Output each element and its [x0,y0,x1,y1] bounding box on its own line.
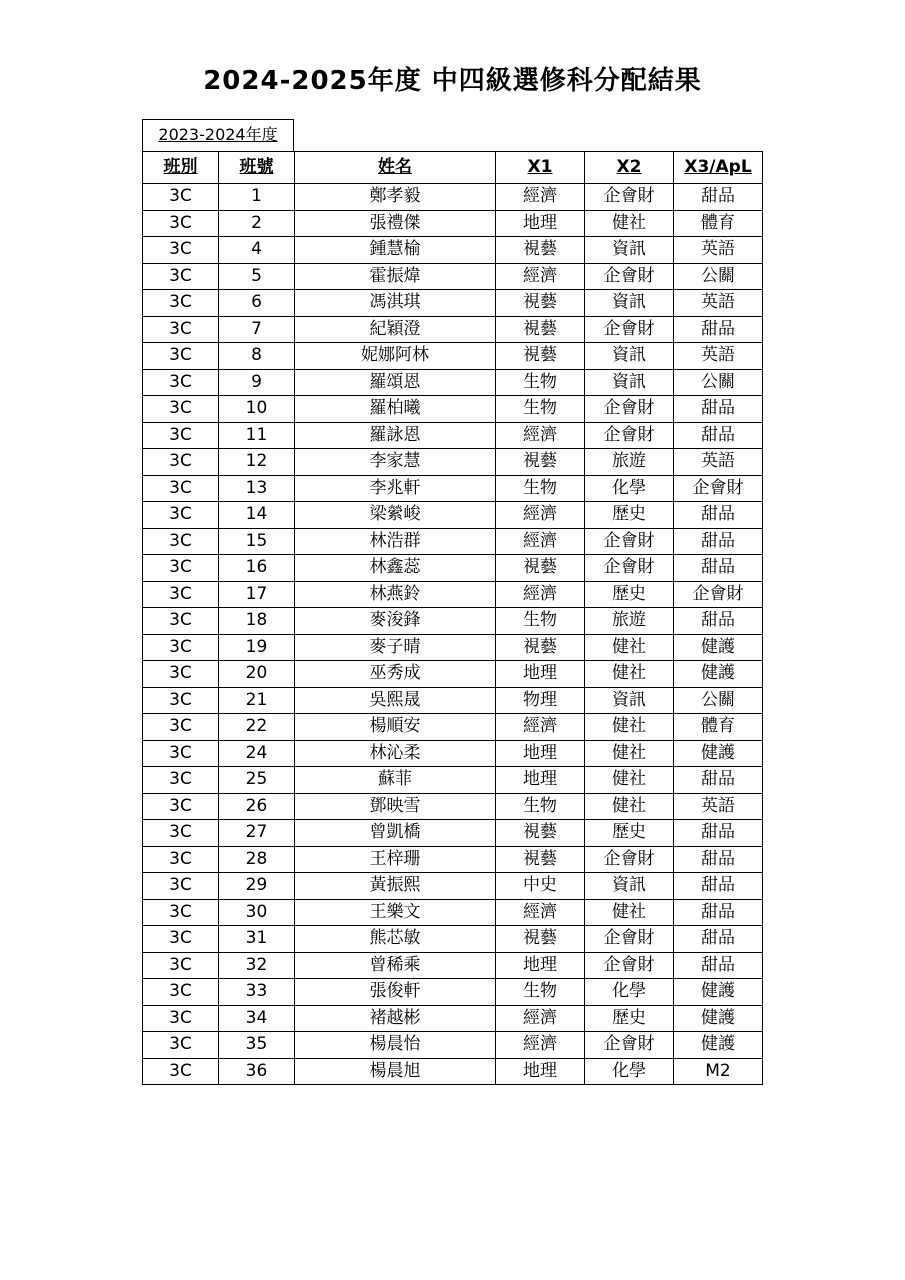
cell-class: 3C [143,263,219,290]
table-row [143,237,763,264]
cell-x3: 甜品 [674,608,763,635]
table-row [143,767,763,794]
cell-x2: 企會財 [585,952,674,979]
table-row [143,926,763,953]
cell-name: 張俊軒 [295,979,496,1006]
cell-x2: 資訊 [585,873,674,900]
cell-class-number: 16 [219,555,295,582]
cell-x3: 甜品 [674,555,763,582]
cell-x1: 生物 [496,979,585,1006]
cell-x3: 甜品 [674,767,763,794]
cell-x3: 健護 [674,1005,763,1032]
cell-x2: 健社 [585,210,674,237]
cell-x2: 歷史 [585,1005,674,1032]
cell-name: 麥子晴 [295,634,496,661]
cell-name: 李家慧 [295,449,496,476]
cell-class-number: 28 [219,846,295,873]
cell-name: 梁縈峻 [295,502,496,529]
table-row [143,793,763,820]
cell-class: 3C [143,184,219,211]
cell-x1: 生物 [496,369,585,396]
cell-x2: 健社 [585,793,674,820]
cell-x1: 經濟 [496,714,585,741]
cell-x2: 化學 [585,475,674,502]
cell-x1: 視藝 [496,343,585,370]
cell-name: 林沁柔 [295,740,496,767]
cell-name: 麥浚鋒 [295,608,496,635]
cell-x2: 旅遊 [585,608,674,635]
cell-class-number: 5 [219,263,295,290]
header-name: 姓名 [295,152,496,184]
table-row [143,396,763,423]
cell-x2: 資訊 [585,369,674,396]
cell-x1: 經濟 [496,422,585,449]
table-row [143,979,763,1006]
table-row [143,555,763,582]
cell-class: 3C [143,422,219,449]
cell-x1: 地理 [496,952,585,979]
cell-x3: 英語 [674,290,763,317]
header-x3: X3/ApL [674,152,763,184]
table-row [143,608,763,635]
cell-class-number: 33 [219,979,295,1006]
table-row [143,581,763,608]
table-row [143,634,763,661]
cell-name: 林浩群 [295,528,496,555]
cell-class: 3C [143,369,219,396]
cell-x3: 甜品 [674,873,763,900]
cell-x3: 企會財 [674,475,763,502]
table-row [143,661,763,688]
cell-class-number: 26 [219,793,295,820]
cell-class: 3C [143,634,219,661]
cell-x2: 健社 [585,714,674,741]
cell-class-number: 1 [219,184,295,211]
cell-name: 熊芯敏 [295,926,496,953]
cell-x1: 經濟 [496,1005,585,1032]
table-body [143,184,763,1085]
page-title: 2024-2025年度 中四級選修科分配結果 [203,66,702,96]
cell-name: 馮淇琪 [295,290,496,317]
cell-x2: 企會財 [585,422,674,449]
cell-class: 3C [143,237,219,264]
cell-name: 楊晨怡 [295,1032,496,1059]
cell-class: 3C [143,396,219,423]
cell-x2: 企會財 [585,263,674,290]
header-class-number: 班號 [219,152,295,184]
cell-x3: 甜品 [674,820,763,847]
cell-x3: 健護 [674,1032,763,1059]
cell-x1: 經濟 [496,502,585,529]
cell-class-number: 32 [219,952,295,979]
cell-class-number: 36 [219,1058,295,1085]
cell-class: 3C [143,820,219,847]
cell-class: 3C [143,316,219,343]
table-row [143,290,763,317]
cell-class-number: 15 [219,528,295,555]
cell-x2: 歷史 [585,820,674,847]
cell-class: 3C [143,475,219,502]
cell-x1: 物理 [496,687,585,714]
cell-class-number: 10 [219,396,295,423]
cell-x3: 英語 [674,237,763,264]
cell-x1: 視藝 [496,634,585,661]
cell-class: 3C [143,926,219,953]
school-year-label: 2023-2024年度 [142,119,294,151]
cell-class: 3C [143,899,219,926]
cell-name: 張禮傑 [295,210,496,237]
cell-class: 3C [143,1032,219,1059]
header-x1: X1 [496,152,585,184]
table-row [143,1005,763,1032]
table-row [143,210,763,237]
cell-class: 3C [143,608,219,635]
cell-class-number: 21 [219,687,295,714]
cell-x1: 經濟 [496,184,585,211]
cell-x1: 經濟 [496,528,585,555]
cell-class: 3C [143,1005,219,1032]
cell-x3: 甜品 [674,422,763,449]
cell-x1: 視藝 [496,555,585,582]
cell-class: 3C [143,714,219,741]
table-row [143,502,763,529]
cell-name: 羅頌恩 [295,369,496,396]
cell-class-number: 2 [219,210,295,237]
cell-class-number: 24 [219,740,295,767]
cell-class: 3C [143,343,219,370]
cell-x3: 甜品 [674,184,763,211]
table-row [143,422,763,449]
cell-x2: 資訊 [585,290,674,317]
cell-class-number: 20 [219,661,295,688]
cell-name: 霍振煒 [295,263,496,290]
cell-x2: 企會財 [585,184,674,211]
cell-x2: 化學 [585,979,674,1006]
cell-x2: 企會財 [585,316,674,343]
cell-x2: 健社 [585,899,674,926]
cell-class: 3C [143,210,219,237]
cell-name: 黃振熙 [295,873,496,900]
cell-class: 3C [143,873,219,900]
cell-x1: 生物 [496,475,585,502]
cell-name: 吳熙晟 [295,687,496,714]
cell-x2: 健社 [585,661,674,688]
header-x2: X2 [585,152,674,184]
table-row [143,820,763,847]
table-row [143,1032,763,1059]
cell-class: 3C [143,661,219,688]
table-row [143,952,763,979]
cell-x2: 資訊 [585,237,674,264]
cell-x3: 甜品 [674,528,763,555]
cell-x1: 地理 [496,740,585,767]
cell-class-number: 31 [219,926,295,953]
cell-name: 羅柏曦 [295,396,496,423]
cell-class: 3C [143,687,219,714]
cell-x1: 地理 [496,1058,585,1085]
elective-allocation-table [142,151,763,1085]
cell-class-number: 13 [219,475,295,502]
cell-x1: 視藝 [496,926,585,953]
cell-class-number: 11 [219,422,295,449]
cell-x2: 資訊 [585,687,674,714]
table-row [143,184,763,211]
cell-x1: 視藝 [496,316,585,343]
cell-x3: 體育 [674,714,763,741]
cell-name: 曾凱橋 [295,820,496,847]
cell-x1: 經濟 [496,581,585,608]
cell-x2: 企會財 [585,926,674,953]
cell-x3: 甜品 [674,846,763,873]
cell-name: 楊晨旭 [295,1058,496,1085]
table-row [143,687,763,714]
cell-class: 3C [143,740,219,767]
cell-x1: 中史 [496,873,585,900]
cell-x1: 視藝 [496,449,585,476]
cell-x1: 生物 [496,396,585,423]
cell-name: 曾稀乘 [295,952,496,979]
cell-class-number: 19 [219,634,295,661]
cell-x3: 英語 [674,343,763,370]
cell-name: 王梓珊 [295,846,496,873]
table-row [143,899,763,926]
cell-x3: 公關 [674,687,763,714]
cell-class: 3C [143,502,219,529]
cell-class: 3C [143,1058,219,1085]
cell-x3: 甜品 [674,502,763,529]
cell-name: 巫秀成 [295,661,496,688]
cell-x1: 經濟 [496,1032,585,1059]
cell-class-number: 35 [219,1032,295,1059]
cell-x3: 甜品 [674,952,763,979]
table-row [143,528,763,555]
cell-x3: 企會財 [674,581,763,608]
cell-x2: 企會財 [585,528,674,555]
table-row [143,1058,763,1085]
cell-name: 蘇菲 [295,767,496,794]
cell-class-number: 22 [219,714,295,741]
cell-x1: 生物 [496,793,585,820]
cell-x3: M2 [674,1058,763,1085]
cell-x3: 甜品 [674,396,763,423]
table-row [143,369,763,396]
cell-name: 紀穎澄 [295,316,496,343]
cell-x1: 地理 [496,767,585,794]
cell-class: 3C [143,979,219,1006]
cell-name: 褚越彬 [295,1005,496,1032]
cell-x3: 健護 [674,661,763,688]
cell-class: 3C [143,846,219,873]
cell-x2: 化學 [585,1058,674,1085]
cell-class: 3C [143,555,219,582]
cell-name: 李兆軒 [295,475,496,502]
table-row [143,449,763,476]
table-header-row [143,152,763,184]
cell-name: 林鑫蕊 [295,555,496,582]
cell-class-number: 4 [219,237,295,264]
cell-name: 妮娜阿林 [295,343,496,370]
cell-x3: 英語 [674,449,763,476]
cell-name: 楊順安 [295,714,496,741]
table-row [143,263,763,290]
cell-class-number: 12 [219,449,295,476]
cell-x3: 體育 [674,210,763,237]
cell-class-number: 18 [219,608,295,635]
cell-class-number: 6 [219,290,295,317]
cell-class-number: 14 [219,502,295,529]
table-row [143,714,763,741]
cell-x2: 企會財 [585,555,674,582]
cell-class: 3C [143,528,219,555]
table-row [143,475,763,502]
cell-x3: 英語 [674,793,763,820]
cell-x2: 健社 [585,634,674,661]
cell-class: 3C [143,952,219,979]
cell-x2: 健社 [585,767,674,794]
cell-class: 3C [143,767,219,794]
cell-x2: 歷史 [585,581,674,608]
cell-x2: 資訊 [585,343,674,370]
cell-class-number: 9 [219,369,295,396]
cell-x3: 甜品 [674,926,763,953]
table-row [143,846,763,873]
cell-class-number: 25 [219,767,295,794]
cell-x1: 生物 [496,608,585,635]
table-row [143,873,763,900]
cell-class-number: 34 [219,1005,295,1032]
cell-name: 鄭孝毅 [295,184,496,211]
cell-class-number: 8 [219,343,295,370]
cell-x1: 地理 [496,661,585,688]
cell-x3: 甜品 [674,316,763,343]
cell-x1: 地理 [496,210,585,237]
cell-name: 王樂文 [295,899,496,926]
cell-x3: 健護 [674,740,763,767]
cell-name: 林燕鈴 [295,581,496,608]
cell-x1: 視藝 [496,820,585,847]
cell-class: 3C [143,290,219,317]
cell-name: 鍾慧榆 [295,237,496,264]
cell-class-number: 29 [219,873,295,900]
cell-x1: 經濟 [496,899,585,926]
cell-x2: 企會財 [585,1032,674,1059]
cell-x2: 健社 [585,740,674,767]
cell-x1: 視藝 [496,846,585,873]
cell-class: 3C [143,581,219,608]
cell-x2: 旅遊 [585,449,674,476]
cell-class-number: 17 [219,581,295,608]
cell-x2: 企會財 [585,846,674,873]
cell-x3: 健護 [674,979,763,1006]
cell-x2: 歷史 [585,502,674,529]
header-class: 班別 [143,152,219,184]
cell-x2: 企會財 [585,396,674,423]
cell-x1: 經濟 [496,263,585,290]
cell-x1: 視藝 [496,290,585,317]
cell-x3: 甜品 [674,899,763,926]
cell-class-number: 30 [219,899,295,926]
cell-x3: 公關 [674,263,763,290]
cell-class-number: 7 [219,316,295,343]
cell-class: 3C [143,449,219,476]
cell-class-number: 27 [219,820,295,847]
table-row [143,316,763,343]
cell-x3: 健護 [674,634,763,661]
cell-x3: 公關 [674,369,763,396]
cell-class: 3C [143,793,219,820]
table-row [143,343,763,370]
cell-x1: 視藝 [496,237,585,264]
table-row [143,740,763,767]
cell-name: 鄧映雪 [295,793,496,820]
cell-name: 羅詠恩 [295,422,496,449]
